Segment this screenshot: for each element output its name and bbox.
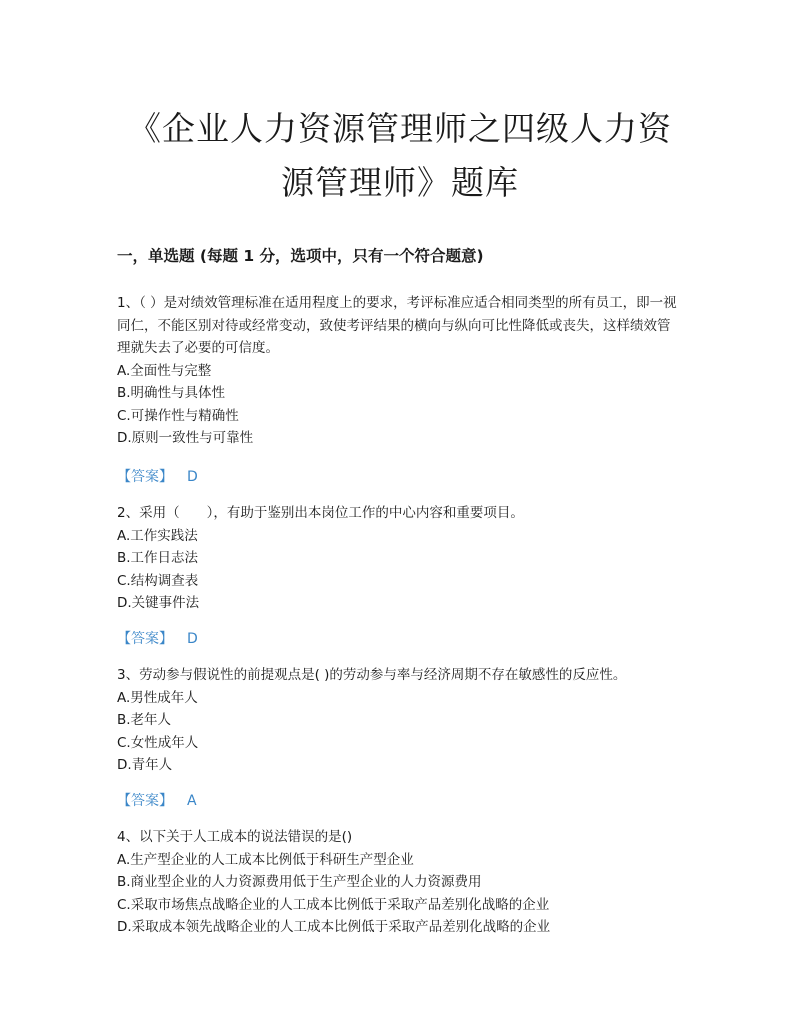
option-d: D.采取成本领先战略企业的人工成本比例低于采取产品差别化战略的企业 [117, 919, 551, 935]
option-b: B.老年人 [117, 712, 172, 728]
question-4 [117, 826, 677, 939]
question-stem: 3、劳动参与假说性的前提观点是( )的劳动参与率与经济周期不存在敏感性的反应性。 [117, 667, 627, 683]
section-heading: 一，单选题 (每题 1 分，选项中，只有一个符合题意) [117, 247, 484, 265]
option-c: C.女性成年人 [117, 734, 199, 751]
question-stem: 2、采用（ ），有助于鉴别出本岗位工作的中心内容和重要项目。 [117, 505, 524, 521]
option-d: D.原则一致性与可靠性 [117, 430, 254, 446]
answer-3 [117, 790, 197, 810]
answer-2 [117, 628, 198, 648]
option-a: A.生产型企业的人工成本比例低于科研生产型企业 [117, 851, 414, 868]
option-a: A.男性成年人 [117, 689, 198, 706]
option-d: D.青年人 [117, 757, 173, 773]
document-title-line-1: 《企业人力资源管理师之四级人力资 [128, 109, 672, 148]
option-a: A.全面性与完整 [117, 362, 212, 379]
question-1 [117, 292, 677, 450]
option-c: C.可操作性与精确性 [117, 407, 239, 424]
answer-label: 【答案】 [117, 631, 173, 647]
answer-1 [117, 466, 198, 486]
question-3 [117, 664, 677, 777]
question-stem: 1、（ ）是对绩效管理标准在适用程度上的要求，考评标准应适合相同类型的所有员工，即一视同仁，不能区别对待或经常变动，致使考评结果的横向与纵向可比性降低或丧失，这样绩效管理就失去了必要的可信度。 [117, 295, 677, 356]
option-d: D.关键事件法 [117, 595, 200, 611]
answer-value: D [187, 469, 198, 485]
document-title-line-2: 源管理师》题库 [281, 163, 519, 202]
option-c: C.结构调查表 [117, 572, 199, 589]
answer-value: A [187, 793, 197, 809]
question-stem: 4、以下关于人工成本的说法错误的是() [117, 829, 353, 845]
option-c: C.采取市场焦点战略企业的人工成本比例低于采取产品差别化战略的企业 [117, 896, 550, 913]
option-b: B.商业型企业的人力资源费用低于生产型企业的人力资源费用 [117, 874, 482, 890]
option-a: A.工作实践法 [117, 527, 198, 544]
option-b: B.明确性与具体性 [117, 385, 226, 401]
answer-value: D [187, 631, 198, 647]
answer-label: 【答案】 [117, 469, 173, 485]
answer-label: 【答案】 [117, 793, 173, 809]
option-b: B.工作日志法 [117, 550, 199, 566]
question-2 [117, 502, 677, 615]
